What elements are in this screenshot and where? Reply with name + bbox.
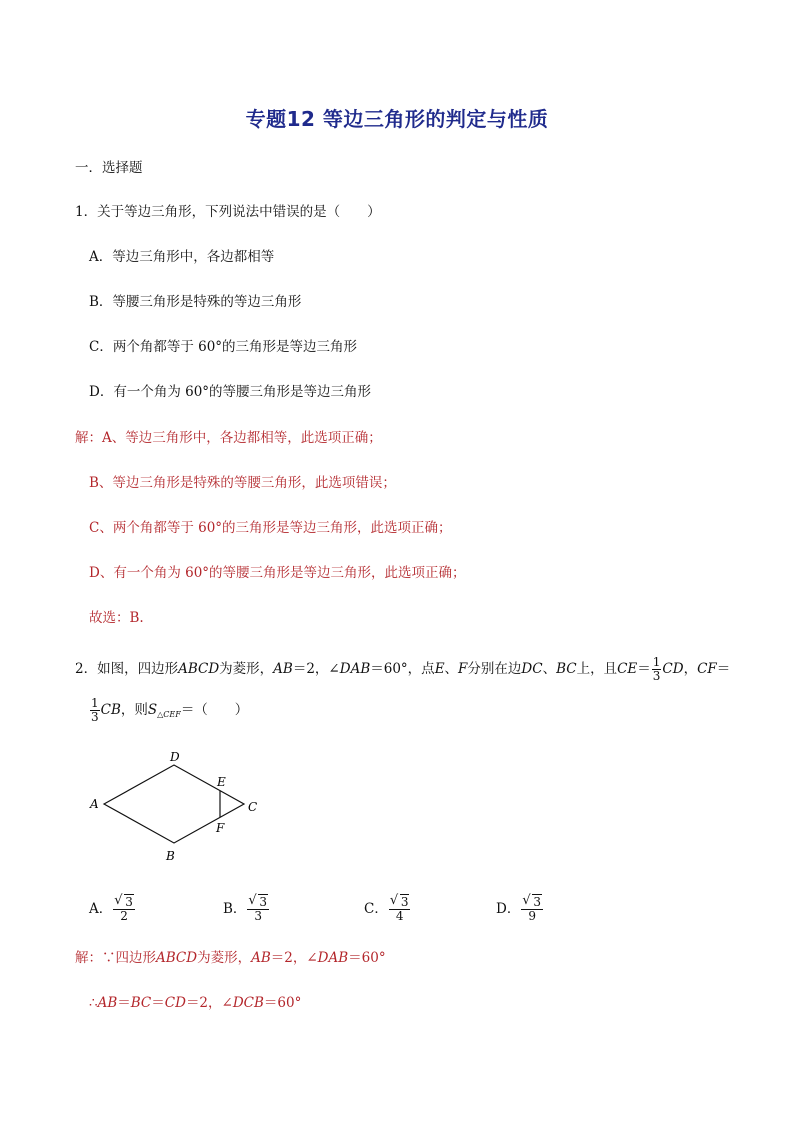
section-heading: 一．选择题 (75, 160, 143, 176)
q1-option-c: C．两个角都等于 60°的三角形是等边三角形 (89, 339, 358, 355)
q2-solution-1: 解：∵四边形ABCD为菱形，AB＝2，∠DAB＝60° (75, 950, 386, 966)
q2-stem-line1: 2．如图，四边形ABCD为菱形，AB＝2，∠DAB＝60°，点E、F分别在边DC、BC上，且CE＝ $\frac{1}{3}$ CD，CF＝ (75, 655, 731, 683)
label-e: E (217, 775, 226, 789)
q1-solution-5: 故选：B. (89, 610, 144, 626)
q2-option-a: A． √ 3 2 (89, 893, 133, 923)
q1-solution-3: C、两个角都等于 60°的三角形是等边三角形，此选项正确； (89, 520, 452, 536)
q2-stem-line2: $\frac{1}{3}$ CB，则$S_{\triangle CEF}=$（ ） (91, 696, 249, 724)
q1-solution-1: 解：A、等边三角形中，各边都相等，此选项正确； (75, 430, 382, 446)
label-c: C (248, 800, 258, 814)
label-d: D (170, 750, 180, 764)
q1-solution-4: D、有一个角为 60°的等腰三角形是等边三角形，此选项正确； (89, 565, 466, 581)
fraction-one-third: $\frac{1}{3}$ (652, 655, 661, 683)
q2-option-c: C． √ 3 4 (364, 893, 409, 923)
q1-solution-2: B、等边三角形是特殊的等腰三角形，此选项错误； (89, 475, 396, 491)
label-b: B (166, 849, 175, 863)
q2-option-b: B． √ 3 3 (223, 893, 268, 923)
label-a: A (90, 797, 99, 811)
rhombus-figure (80, 740, 280, 870)
fraction-one-third: $\frac{1}{3}$ (91, 696, 99, 724)
q1-option-d: D．有一个角为 60°的等腰三角形是等边三角形 (89, 384, 372, 400)
page-title: 专题12 等边三角形的判定与性质 (245, 107, 549, 131)
q1-option-a: A．等边三角形中，各边都相等 (89, 249, 275, 265)
q1-option-b: B．等腰三角形是特殊的等边三角形 (89, 294, 302, 310)
q2-solution-2: ∴AB＝BC＝CD＝2，∠DCB＝60° (89, 995, 302, 1011)
q2-option-d: D． √ 3 9 (496, 893, 541, 923)
label-f: F (216, 821, 225, 835)
q1-stem: 1．关于等边三角形，下列说法中错误的是（ ） (75, 204, 381, 220)
